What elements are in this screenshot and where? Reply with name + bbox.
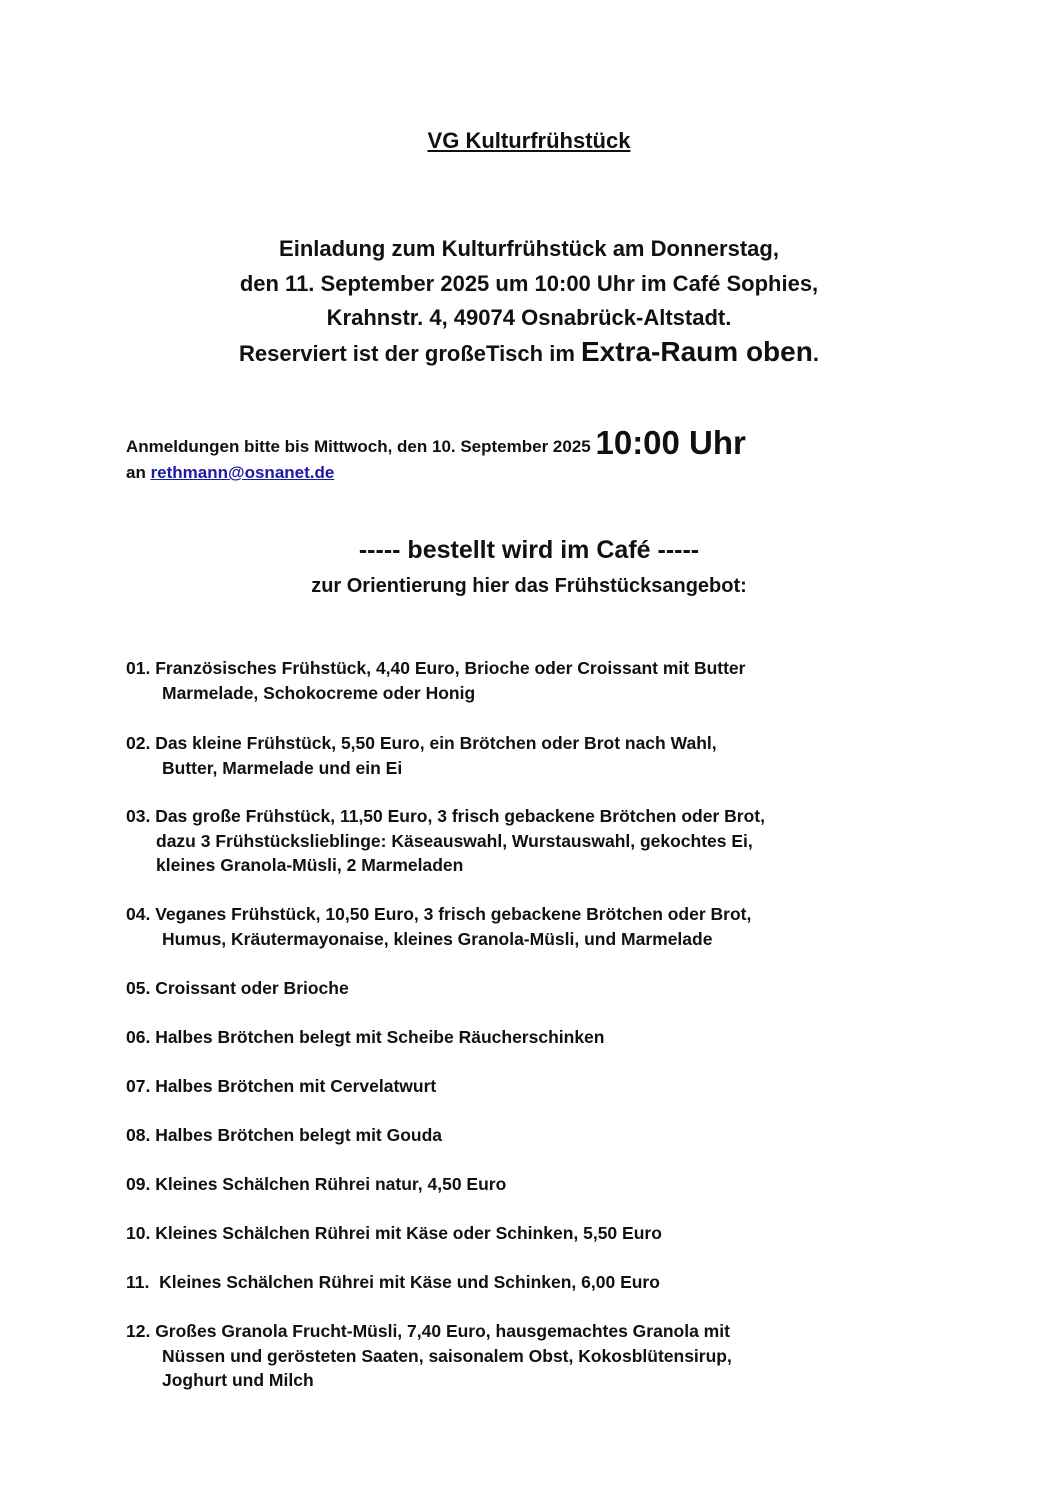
order-subheading: zur Orientierung hier das Frühstücksangebot: <box>311 575 747 597</box>
menu-item-title: 03. Das große Frühstück, 11,50 Euro, 3 frisch gebackene Brötchen oder Brot, <box>126 806 765 826</box>
invitation-period: . <box>812 341 819 366</box>
invitation-line-2: den 11. September 2025 um 10:00 Uhr im Café Sophies, <box>239 271 819 296</box>
menu-item-detail: Nüssen und gerösteten Saaten, saisonalem Obst, Kokosblütensirup, <box>162 1345 732 1366</box>
menu-item <box>126 1221 662 1246</box>
menu-item-detail: Humus, Kräutermayonaise, kleines Granola-Müsli, und Marmelade <box>162 928 713 949</box>
menu-item <box>126 1270 660 1295</box>
menu-item <box>126 804 765 878</box>
menu-item-title: 07. Halbes Brötchen mit Cervelatwurt <box>126 1076 437 1096</box>
invitation-line-1: Einladung zum Kulturfrühstück am Donnerstag, <box>279 236 779 261</box>
menu-item-detail: kleines Granola-Müsli, 2 Marmeladen <box>156 855 464 875</box>
menu-item-title: 08. Halbes Brötchen belegt mit Gouda <box>126 1125 443 1145</box>
menu-item <box>126 731 717 780</box>
menu-item-detail: Butter, Marmelade und ein Ei <box>162 757 403 778</box>
menu-item <box>126 902 751 951</box>
email-link[interactable]: rethmann@osnanet.de <box>150 463 335 482</box>
invitation-line-3: Krahnstr. 4, 49074 Osnabrück-Altstadt. <box>326 305 732 330</box>
menu-item-title: 12. Großes Granola Frucht-Müsli, 7,40 Euro, hausgemachtes Granola mit <box>126 1321 730 1341</box>
menu-item-detail: Marmelade, Schokocreme oder Honig <box>162 682 476 703</box>
registration-contact <box>126 463 334 483</box>
document-title: VG Kulturfrühstück <box>427 128 631 153</box>
menu-item-title: 10. Kleines Schälchen Rührei mit Käse oder Schinken, 5,50 Euro <box>126 1223 662 1243</box>
registration-time: 10:00 Uhr <box>595 424 746 461</box>
menu-item <box>126 1074 436 1099</box>
menu-item-detail: Joghurt und Milch <box>162 1370 314 1390</box>
menu-item-title: 02. Das kleine Frühstück, 5,50 Euro, ein Brötchen oder Brot nach Wahl, <box>126 733 717 753</box>
registration-to-prefix: an <box>126 463 151 482</box>
invitation-line-4 <box>0 336 1058 368</box>
menu-item <box>126 976 349 1001</box>
menu-item <box>126 1123 442 1148</box>
registration-text: Anmeldungen bitte bis Mittwoch, den 10. September 2025 <box>126 437 596 456</box>
menu-item-title: 04. Veganes Frühstück, 10,50 Euro, 3 frisch gebackene Brötchen oder Brot, <box>126 904 752 924</box>
menu-item-title: 11. Kleines Schälchen Rührei mit Käse und Schinken, 6,00 Euro <box>126 1272 660 1292</box>
menu-item-detail: dazu 3 Frühstückslieblinge: Käseauswahl, Wurstauswahl, gekochtes Ei, <box>156 830 753 851</box>
menu-item <box>126 1025 604 1050</box>
menu-item-title: 05. Croissant oder Brioche <box>126 978 349 998</box>
menu-item <box>126 1172 506 1197</box>
invitation-reservation-text: Reserviert ist der großeTisch im <box>239 341 581 366</box>
order-heading: ----- bestellt wird im Café ----- <box>358 536 700 564</box>
menu-item-title: 06. Halbes Brötchen belegt mit Scheibe Räucherschinken <box>126 1027 605 1047</box>
menu-item <box>126 1319 732 1393</box>
registration-deadline <box>126 424 746 462</box>
invitation-room-emphasis: Extra-Raum oben <box>581 336 813 367</box>
menu-item-title: 01. Französisches Frühstück, 4,40 Euro, Brioche oder Croissant mit Butter <box>126 658 746 678</box>
menu-item-title: 09. Kleines Schälchen Rührei natur, 4,50 Euro <box>126 1174 507 1194</box>
menu-item <box>126 656 745 705</box>
